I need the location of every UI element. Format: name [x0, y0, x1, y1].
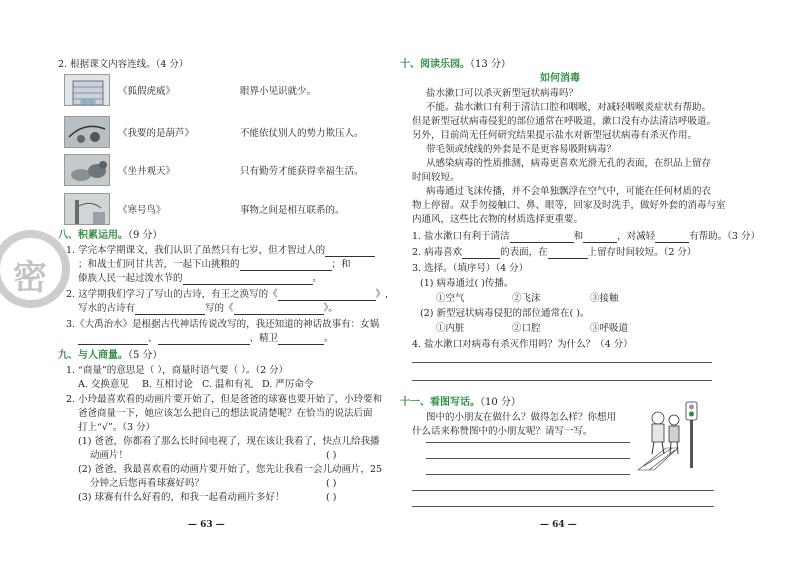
article-p5-line3: 内通风，这些比衣物的材质选择更重要。: [412, 214, 584, 225]
blank[interactable]: [548, 248, 588, 259]
s8-q1-line3: 傣族人民一起过泼水节的 。: [78, 273, 323, 284]
article-p2-line3: 另外，目前尚无任何研究结果提示盐水对新型冠状病毒有杀灭作用。: [412, 130, 698, 141]
s9-opt-c: C. 温和有礼: [202, 379, 253, 390]
s9-option3: (3) 球赛有什么好看的，和我一起看动画片多好！: [78, 492, 285, 503]
article-title: 如何消毒: [540, 73, 580, 84]
writing-line[interactable]: [412, 490, 714, 491]
writing-line[interactable]: [412, 506, 714, 507]
blank[interactable]: [462, 248, 500, 259]
s9-option3-check[interactable]: ( ): [326, 492, 337, 503]
s9-opt-a: A. 交换意见: [78, 379, 129, 390]
match-meaning-1: 眼界小见识就少。: [240, 86, 317, 97]
s9-option2-line1: (2) 爸爸，我最喜欢看的动画片要开始了，您先让我看一会儿动画片，25: [78, 464, 383, 475]
match-title-3: 《坐井观天》: [118, 166, 176, 177]
s9-option2-line2: 分钟之后您再看球赛好吗？: [90, 478, 205, 489]
gourd-picture: [64, 116, 110, 148]
s9-q1: 1. “商量”的意思是（ ），商量时语气要（ ）。（2 分）: [66, 365, 289, 376]
s11-prompt-line2: 什么话来称赞图中的小朋友呢？请写一写。: [412, 426, 593, 437]
blank[interactable]: [158, 334, 250, 345]
r-q3-sub1-opt1: ①空气: [436, 293, 465, 304]
matching-question: 2. 根据课文内容连线。（4 分）: [58, 59, 189, 70]
fox-tiger-picture: [64, 154, 110, 186]
writing-line[interactable]: [426, 458, 630, 459]
s9-opt-d: D. 严厉命令: [262, 379, 314, 390]
blank[interactable]: [510, 232, 574, 243]
s8-q3-line1: 3.《大禹治水》是根据古代神话传说改写的，我还知道的神话故事有：女娲: [66, 319, 380, 330]
page-number-left: — 63 —: [188, 520, 225, 530]
article-p2-line1: 不能。盐水漱口有利于清洁口腔和咽喉，对减轻咽喉炎症状有帮助。: [426, 102, 712, 113]
article-p5-line1: 病毒通过飞沫传播，并不会单独飘浮在空气中，可能在任何材质的衣: [426, 186, 712, 197]
crosswalk-illustration: [636, 398, 710, 476]
r-q3-sub1-opt2: ②飞沫: [512, 293, 541, 304]
s8-q1-line2: ；和战士们同甘共苦，一起下山挑粮的 ；和: [78, 259, 351, 270]
match-meaning-2: 不能依仗别人的势力欺压人。: [240, 128, 364, 139]
r-q1: 1. 盐水漱口有利于清洁 和 ，对减轻 有帮助。（3 分）: [412, 231, 760, 242]
s11-prompt-line1: 图中的小朋友在做什么？做得怎么样？你想用: [426, 412, 617, 423]
s8-q1-line1: 1. 学完本学期课文，我们认识了虽然只有七岁，但才智过人的: [66, 244, 375, 257]
r-q4: 4. 盐水漱口对病毒有杀灭作用吗？为什么？（4 分）: [412, 339, 633, 350]
r-q3-sub2-opt2: ②口腔: [512, 323, 541, 334]
match-title-4: 《寒号鸟》: [118, 205, 166, 216]
right-page: [400, 0, 800, 580]
s9-q2-line3: 打上“√”。（3 分）: [78, 422, 156, 433]
s9-opt-b: B. 互相讨论: [142, 379, 194, 390]
article-p4-line1: 从感染病毒的性质推测，病毒更喜欢光滑无孔的表面，在织品上留存: [426, 158, 712, 169]
blank[interactable]: [183, 274, 313, 285]
article-p2-line2: 但是新型冠状病毒侵犯的部位通常在呼吸道，漱口没有办法清洁呼吸道。: [412, 116, 717, 127]
blank[interactable]: [278, 290, 376, 301]
article-p5-line2: 物上停留。双手勿接触口、鼻、眼等，回家及时洗手，做好外套的消毒与室: [412, 200, 726, 211]
blank[interactable]: [655, 232, 689, 243]
match-meaning-4: 事物之间是相互联系的。: [240, 205, 345, 216]
blank[interactable]: [278, 334, 324, 345]
page-number-right: — 64 —: [540, 520, 577, 530]
writing-line[interactable]: [426, 442, 630, 443]
match-meaning-3: 只有勤劳才能获得幸福生活。: [240, 166, 364, 177]
r-q3-sub2: (2) 新型冠状病毒侵犯的部位通常在( )。: [420, 308, 590, 319]
s9-option1-line2: 动画片！: [90, 450, 129, 461]
blank[interactable]: [234, 304, 324, 315]
confidential-stamp: 密: [0, 230, 70, 308]
s8-q2-line1: 2. 这学期我们学习了写山的古诗，有王之涣写的《 》,: [66, 289, 389, 300]
r-q2: 2. 病毒喜欢 的表面，在 上留存时间较短。（2 分）: [412, 247, 697, 258]
r-q3-sub2-opt3: ③呼吸道: [590, 323, 629, 334]
s9-q2-line2: 爸爸商量一下，她应该怎么把自己的想法说清楚呢？在恰当的说法后面: [78, 408, 373, 419]
s8-q3-line2: 、 、精卫 。: [78, 332, 334, 345]
s9-option2-check[interactable]: ( ): [326, 478, 337, 489]
blank[interactable]: [325, 246, 375, 257]
section-9-title: 九、与人商量。（5 分）: [58, 350, 163, 361]
answer-line[interactable]: [412, 380, 712, 381]
answer-line[interactable]: [412, 362, 712, 363]
bird-tree-picture: [64, 193, 110, 225]
r-q3-sub1: (1) 病毒通过( )传播。: [420, 278, 514, 289]
match-title-2: 《我要的是葫芦》: [118, 128, 195, 139]
section-11-title: 十一、看图写话。（10 分）: [400, 397, 521, 408]
match-title-1: 《狐假虎威》: [118, 86, 176, 97]
article-p3: 带毛领或绒线的外套是不是更容易吸附病毒？: [426, 144, 617, 155]
section-8-title: 八、积累运用。（9 分）: [58, 230, 163, 241]
s8-q2-line2: 写水的古诗有 写的《 》。: [78, 303, 338, 314]
blank[interactable]: [240, 260, 332, 271]
r-q3: 3. 选择。（填序号）（4 分）: [412, 263, 529, 274]
s9-q2-line1: 2. 小玲最喜欢看的动画片要开始了，但是爸爸的球赛也要开始了，小玲要和: [66, 394, 383, 405]
section-10-title: 十、阅读乐园。（13 分）: [400, 59, 511, 70]
well-frog-picture: [64, 74, 110, 106]
blank[interactable]: [135, 304, 205, 315]
writing-line[interactable]: [426, 474, 630, 475]
article-p1: 盐水漱口可以杀灭新型冠状病毒吗？: [426, 88, 579, 99]
s9-option1-check[interactable]: ( ): [326, 450, 337, 461]
r-q3-sub2-opt1: ①内脏: [436, 323, 465, 334]
blank[interactable]: [583, 232, 617, 243]
blank[interactable]: [78, 334, 148, 345]
article-p4-line2: 时间较短。: [412, 172, 460, 183]
s9-option1-line1: (1) 爸爸，你都看了那么长时间电视了，现在该让我看了，快点儿给我播: [78, 436, 380, 447]
r-q3-sub1-opt3: ③接触: [590, 293, 619, 304]
